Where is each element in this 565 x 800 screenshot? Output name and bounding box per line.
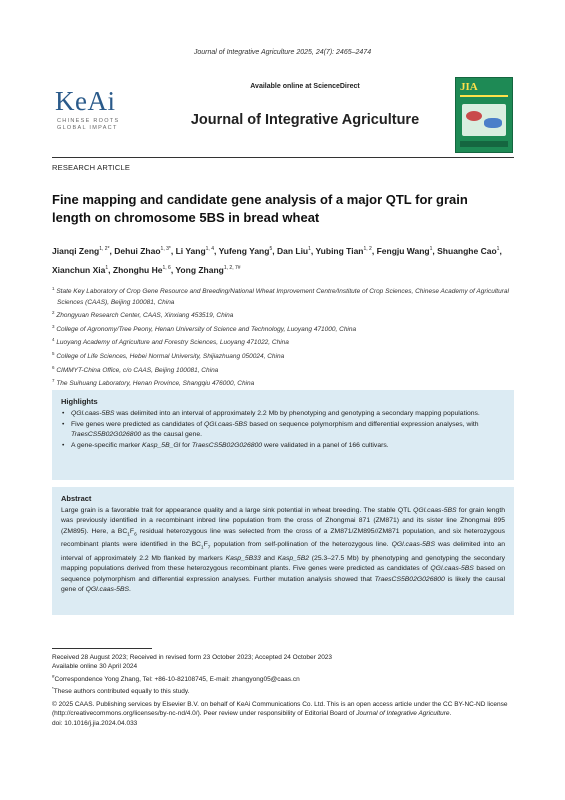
affiliation (52, 349, 522, 363)
author-affiliation-mark: 5 (269, 246, 273, 252)
affiliation-text: CIMMYT-China Office, c/o CAAS, Beijing 100081, China (54, 366, 219, 374)
highlight-italic: Kasp_5B_Gl (142, 442, 181, 449)
author-name: Li Yang (175, 246, 206, 256)
author-name: Dehui Zhao (114, 246, 161, 256)
highlight-italic: QGl.caas-5BS (71, 410, 115, 417)
author-separator: , (310, 246, 316, 256)
affiliation-number: 7 (52, 378, 55, 384)
abstract-text: residual heterozygous line was selected from the cross of a ZM871/ZM895//ZM871 population, and six heterozygous recombinant plants were identified in the BC (61, 527, 505, 549)
highlights-heading: Highlights (61, 397, 98, 406)
cover-abbrev: JIA (460, 81, 478, 93)
author-separator: , (272, 246, 277, 256)
author-affiliation-mark: 1 (308, 246, 311, 252)
logo-wordmark: KeAi (55, 86, 116, 116)
equal-contribution-note (52, 684, 522, 696)
affiliation (52, 363, 522, 377)
highlight-italic: QGl.caas-5BS (204, 421, 248, 428)
abstract-italic: QGl.caas-5BS (430, 565, 474, 573)
footnote-divider (52, 648, 152, 649)
author-name: Zhonghu He (112, 265, 163, 275)
abstract-text (61, 506, 505, 595)
highlight-text: as the causal gene. (141, 431, 202, 438)
author-separator: , (109, 246, 115, 256)
author-separator: , (371, 246, 377, 256)
paper-title (52, 191, 522, 227)
affiliation-number: 5 (52, 350, 55, 356)
copyright-text: © 2025 CAAS. Publishing services by Elsevier B.V. on behalf of KeAi Communications Co. Ltd. This is an open access article under the CC BY-NC-ND license (http://creativecommons.org/licenses/by-nc-nd/4.0/). Peer review under responsibility of Editorial Board of (52, 701, 508, 718)
cover-footer-band (460, 141, 508, 147)
abstract-text: for grain length was previously identified in a recombinant inbred line population from the cross of Zhongmai 871 (ZM871) and its sister line Zhongmai 895 (ZM895). Here, a BC (61, 507, 505, 535)
highlight-text: Five genes were predicted as candidates of (71, 421, 204, 428)
correspondence-note (52, 672, 522, 684)
affiliation-number: 6 (52, 364, 55, 370)
affiliation (52, 376, 522, 390)
highlight-text: for (180, 442, 192, 449)
author (175, 265, 240, 275)
author-separator: , (432, 246, 438, 256)
available-online-date: Available online 30 April 2024 (52, 663, 138, 671)
affiliation-number: 3 (52, 323, 55, 329)
affiliation-text: Luoyang Academy of Agriculture and Forestry Sciences, Luoyang 471022, China (54, 339, 289, 347)
affiliation (52, 322, 522, 336)
author (437, 246, 502, 256)
author-name: Dan Liu (276, 246, 309, 256)
abstract-italic: Kasp_5B33 (225, 554, 261, 562)
equal-contribution-mark: * (52, 686, 54, 692)
correspondence-mark: # (52, 673, 55, 679)
highlight-text: were validated in a panel of 166 cultivars. (262, 442, 389, 449)
abstract-subscript: 7 (207, 545, 211, 551)
header-divider (52, 157, 514, 158)
abstract-italic: QGl.caas-5BS (413, 507, 457, 514)
highlights-list (61, 409, 505, 451)
affiliation-text: The Suihuang Laboratory, Henan Province, Shangqiu 476000, China (54, 380, 255, 388)
abstract-text: . (129, 585, 131, 593)
author-name: Xianchun Xia (52, 265, 106, 275)
highlight-italic: TraesCS5B02G026800 (191, 442, 263, 449)
article-type: RESEARCH ARTICLE (52, 163, 131, 172)
abstract-text: is likely the causal gene of (61, 575, 506, 593)
affiliation (52, 308, 522, 322)
logo-tagline-1: CHINESE ROOTS (57, 118, 120, 124)
copyright-text (52, 700, 517, 719)
abstract-text: and (260, 554, 278, 562)
highlight-italic: TraesCS5B02G026800 (71, 431, 142, 438)
author (52, 265, 108, 275)
affiliation-number: 1 (52, 286, 55, 291)
highlight-item (61, 441, 505, 451)
author-separator: , (214, 246, 219, 256)
highlight-text: A gene-specific marker (71, 442, 143, 449)
highlight-item (61, 409, 505, 419)
author-affiliation-mark: 1 (429, 246, 433, 252)
keai-logo (55, 88, 165, 132)
abstract-text: (25.3–27.5 Mb) by phenotyping and genotyping the secondary mapping populations derived from these heterozygous recombinant plants. Five genes were predicted as candidates of (61, 554, 506, 573)
author-affiliation-mark: 1 (105, 265, 109, 271)
doi: doi: 10.1016/j.jia.2024.04.033 (52, 719, 138, 727)
author (176, 246, 214, 256)
author (114, 246, 171, 256)
abstract-text: F (203, 541, 208, 549)
cover-strip (460, 95, 508, 97)
affiliation-list (52, 284, 522, 390)
abstract-text: was delimited into an interval of approximately 2.2 Mb flanked by markers (61, 541, 505, 562)
highlight-text: was delimited into an interval of approximately 2.2 Mb by phenotyping and genotyping a secondary mapping populations. (114, 410, 480, 417)
affiliation-text: College of Agronomy/Tree Peony, Henan University of Science and Technology, Luoyang 471000, China (54, 325, 357, 333)
author (277, 246, 311, 256)
abstract-heading: Abstract (61, 494, 92, 503)
abstract-italic: TraesCS5B02G026800 (374, 575, 445, 583)
correspondence-text: Correspondence Yong Zhang, Tel: +86-10-82108745, E-mail: zhangyong05@caas.cn (54, 675, 300, 683)
logo-tagline-2: GLOBAL IMPACT (57, 125, 118, 131)
highlights-box (52, 390, 514, 480)
author-separator: , (170, 265, 176, 275)
affiliation-text: Zhongyuan Research Center, CAAS, Xinxiang 453519, China (54, 312, 234, 320)
affiliation-number: 2 (52, 310, 55, 316)
highlight-item (61, 420, 505, 440)
abstract-text: F (129, 527, 135, 535)
author-affiliation-mark: 1, 2* (99, 246, 110, 252)
equal-contribution-text: These authors contributed equally to this study. (53, 688, 190, 696)
author (315, 246, 371, 256)
author-name: Jianqi Zeng (52, 246, 100, 256)
abstract-subscript: 1 (200, 545, 204, 551)
affiliation (52, 284, 522, 308)
author-affiliation-mark: 1, 2 (363, 246, 372, 252)
author (377, 246, 433, 256)
article-dates: Received 28 August 2023; Received in revised form 23 October 2023; Accepted 24 October 2023 (52, 654, 333, 661)
author-name: Yubing Tian (315, 246, 364, 256)
author-name: Shuanghe Cao (437, 246, 497, 256)
affiliation-text: State Key Laboratory of Crop Gene Resource and Breeding/National Wheat Improvement Centre/Institute of Crop Sciences, Chinese Academy of Agricultural Sciences (CAAS), Beijing 100081, China (54, 288, 509, 306)
affiliation-text: College of Life Sciences, Hebei Normal University, Shijiazhuang 050024, China (54, 352, 285, 360)
abstract-subscript: 1 (127, 531, 130, 537)
abstract-box (52, 487, 514, 615)
author-affiliation-mark: 1, 6 (162, 265, 171, 271)
author-name: Yufeng Yang (218, 246, 270, 256)
author-affiliation-mark: 1 (496, 246, 500, 252)
paper-title-line: Fine mapping and candidate gene analysis of a major QTL for grain (52, 192, 468, 207)
author (52, 246, 110, 256)
copyright-italic: Journal of Integrative Agriculture (356, 710, 450, 718)
cover-illustration-shape (466, 111, 482, 121)
abstract-text: population from self-pollination of the heterozygous line. (210, 541, 392, 549)
author-affiliation-mark: 1, 2, 7# (223, 265, 241, 271)
journal-citation: Journal of Integrative Agriculture 2025, 24(7): 2465–2474 (193, 49, 372, 56)
author-list (52, 241, 518, 279)
copyright-text: . (449, 710, 452, 718)
abstract-text: based on sequence polymorphism and differential expression analyses. Further mutation analysis showed that (61, 565, 505, 583)
abstract-subscript: 6 (134, 531, 137, 537)
journal-cover-image (455, 77, 513, 153)
author-affiliation-mark: 1, 3* (160, 246, 171, 252)
article-footnotes (52, 653, 522, 697)
cover-illustration-shape (484, 118, 502, 128)
author-separator: , (108, 265, 113, 275)
abstract-text: Large grain is a favorable trait for appearance quality and a large sink potential in wheat breeding. The stable QTL (61, 507, 414, 514)
author (113, 265, 171, 275)
available-online-label: Available online at ScienceDirect (250, 83, 360, 90)
author-separator: , (499, 246, 502, 256)
highlight-text: based on sequence polymorphism and differential expression analyses, with (247, 421, 479, 428)
copyright-block (52, 700, 517, 728)
author-affiliation-mark: 1, 4 (205, 246, 214, 252)
journal-title: Journal of Integrative Agriculture (190, 112, 420, 128)
affiliation-number: 4 (52, 337, 55, 343)
abstract-italic: Kasp_5B2 (277, 554, 310, 562)
author-name: Yong Zhang (175, 265, 224, 275)
paper-title-line: length on chromosome 5BS in bread wheat (52, 210, 320, 225)
abstract-italic: QGl.caas-5BS (391, 541, 436, 549)
author-separator: , (170, 246, 176, 256)
author (219, 246, 273, 256)
author-name: Fengju Wang (376, 246, 430, 256)
abstract-italic: QGl.caas-5BS (85, 585, 130, 593)
affiliation (52, 335, 522, 349)
